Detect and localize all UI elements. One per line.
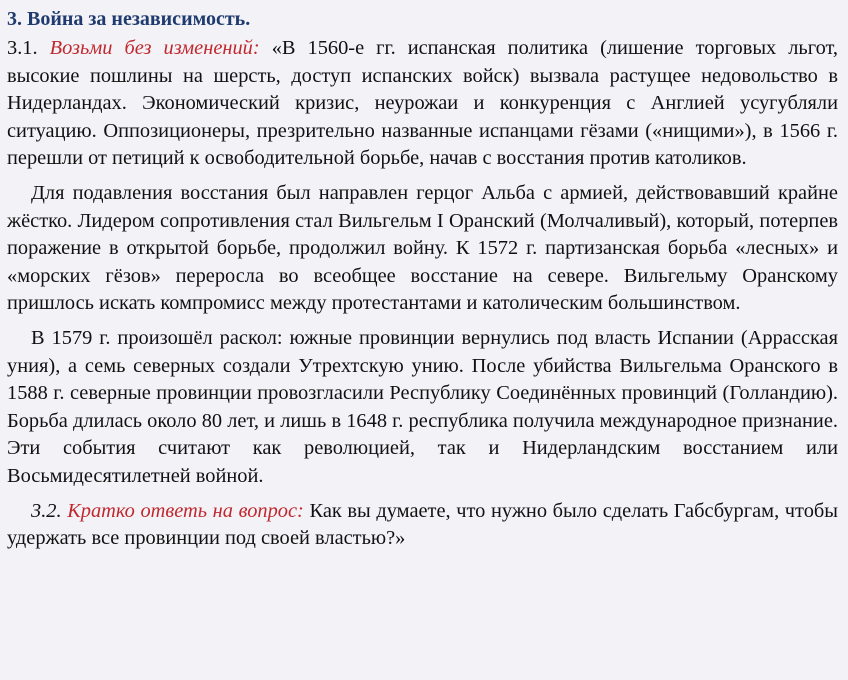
- task-3-2-paragraph: [7, 498, 838, 553]
- task-3-2-label: Кратко ответь на вопрос:: [67, 499, 304, 522]
- task-3-1-text-2: Для подавления восстания был направлен герцог Альба с армией, действовавший крайне жёстко. Лидером сопротивления стал Вильгельм I Оранский (Молчаливый), который, потерпев поражение в открытой борьбе, продолжил войну. К 1572 г. партизанская борьба «лесных» и «морских гёзов» переросла во всеобщее восстание на севере. Вильгельму Оранскому пришлось искать компромисс между протестантами и католическим большинством.: [7, 181, 838, 315]
- task-3-2-number: 3.2.: [31, 499, 62, 522]
- task-3-2-question: Как вы думаете, что нужно было сделать Габсбургам, чтобы удержать все провинции под своей властью?»: [7, 499, 838, 550]
- task-3-1-paragraph-2: [7, 180, 838, 318]
- task-3-1-number: 3.1.: [7, 37, 38, 59]
- task-3-1-label: Возьми без изменений:: [49, 37, 260, 59]
- task-3-1-text-3: В 1579 г. произошёл раскол: южные провинции вернулись под власть Испании (Аррасская уния), а семь северных создали Утрехтскую унию. После убийства Вильгельма Оранского в 1588 г. северные провинции провозгласили Республику Соединённых провинций (Голландию). Борьба длилась около 80 лет, и лишь в 1648 г. республика получила международное признание. Эти события считают как революцией, так и Нидерландским восстанием или Восьмидесятилетней войной.: [7, 326, 838, 487]
- task-3-1-paragraph-1: [7, 35, 838, 173]
- task-3-1-paragraph-3: [7, 325, 838, 491]
- section-heading: 3. Война за независимость.: [7, 8, 251, 30]
- task-3-1-text-1: «В 1560-е гг. испанская политика (лишение торговых льгот, высокие пошлины на шерсть, доступ испанских войск) вызвала растущее недовольство в Нидерландах. Экономический кризис, неурожаи и конкуренция с Англией усугубляли ситуацию. Оппозиционеры, презрительно названные испанцами гёзами («нищими»), в 1566 г. перешли от петиций к освободительной борьбе, начав с восстания против католиков.: [7, 37, 838, 170]
